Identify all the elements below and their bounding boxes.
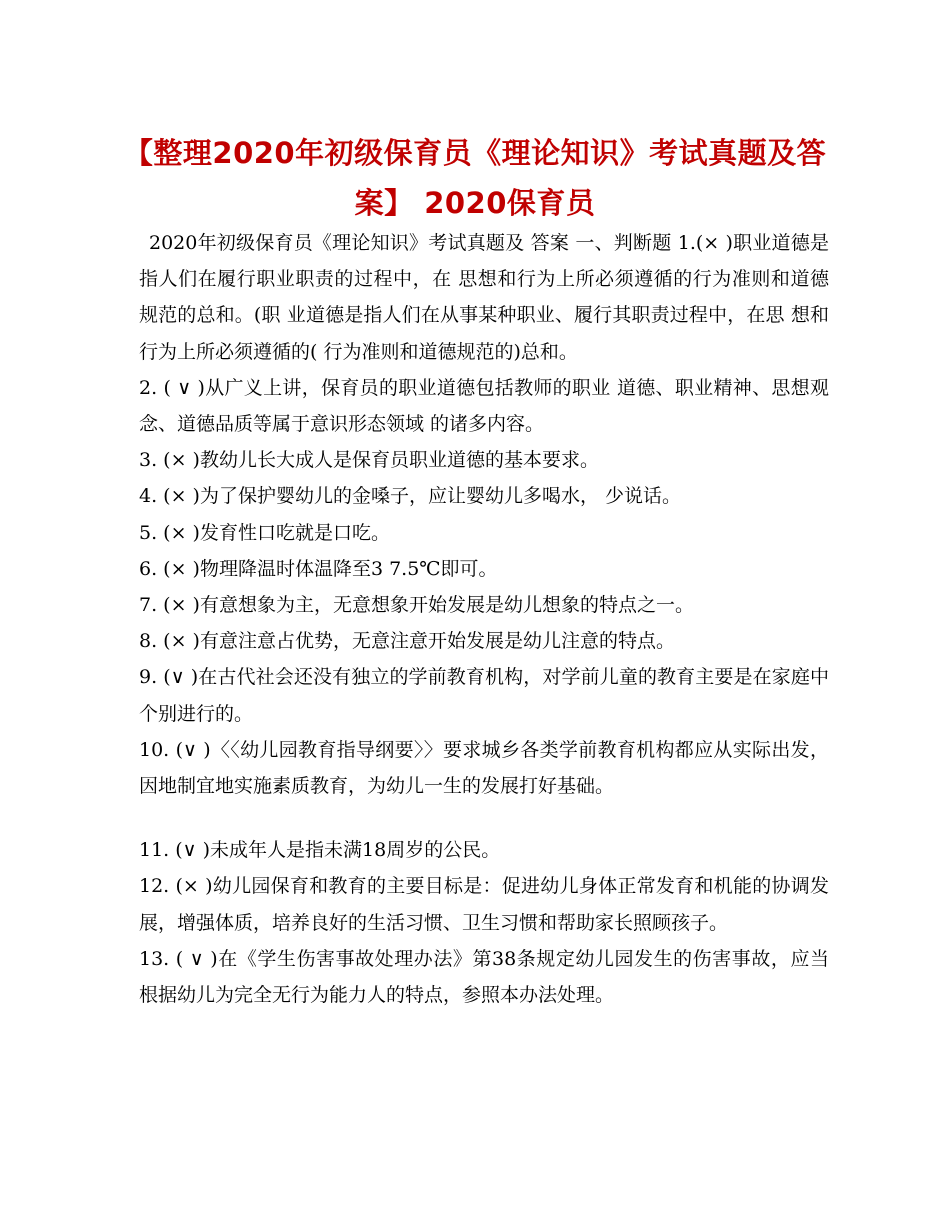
paragraph-item-6: 6. (× )物理降温时体温降至3 7.5℃即可。 bbox=[139, 557, 498, 580]
document-body bbox=[139, 225, 829, 1013]
document-title: 【整理2020年初级保育员《理论知识》考试真题及答案】 2020保育员 bbox=[123, 136, 827, 220]
paragraph-item-11: 11. (∨ )未成年人是指未满18周岁的公民。 bbox=[139, 839, 501, 862]
paragraph-intro: 2020年初级保育员《理论知识》考试真题及 答案 一、判断题 1.(× )职业道德是指人们在履行职业职责的过程中，在 思想和行为上所必须遵循的行为准则和道德规范的总和。(职 业道德是指人们在从事某种职业、履行其职责过程中，在思 想和行为上所必须遵循的( 行为准则和道德规范的)总和。 bbox=[139, 232, 829, 363]
paragraph-item-7: 7. (× )有意想象为主，无意想象开始发展是幼儿想象的特点之一。 bbox=[139, 594, 694, 617]
paragraph-item-9: 9. (∨ )在古代社会还没有独立的学前教育机构，对学前儿童的教育主要是在家庭中个别进行的。 bbox=[139, 666, 829, 725]
paragraph-spacer bbox=[139, 804, 829, 832]
paragraph-item-8: 8. (× )有意注意占优势，无意注意开始发展是幼儿注意的特点。 bbox=[139, 630, 675, 653]
paragraph-item-2: 2. ( ∨ )从广义上讲，保育员的职业道德包括教师的职业 道德、职业精神、思想观念、道德品质等属于意识形态领域 的诸多内容。 bbox=[139, 376, 829, 436]
paragraph-item-12: 12. (× )幼儿园保育和教育的主要目标是：促进幼儿身体正常发育和机能的协调发展，增强体质，培养良好的生活习惯、卫生习惯和帮助家长照顾孩子。 bbox=[139, 875, 829, 934]
paragraph-item-13: 13. ( ∨ )在《学生伤害事故处理办法》第38条规定幼儿园发生的伤害事故，应当根据幼儿为完全无行为能力人的特点，参照本办法处理。 bbox=[139, 947, 829, 1007]
paragraph-item-4: 4. (× )为了保护婴幼儿的金嗓子，应让婴幼儿多喝水， 少说话。 bbox=[139, 485, 681, 508]
paragraph-item-10: 10. (∨ )〈〈幼儿园教育指导纲要〉〉要求城乡各类学前教育机构都应从实际出发，因地制宜地实施素质教育，为幼儿一生的发展打好基础。 bbox=[139, 738, 829, 798]
paragraph-item-3: 3. (× )教幼儿长大成人是保育员职业道德的基本要求。 bbox=[139, 449, 599, 472]
paragraph-item-5: 5. (× )发育性口吃就是口吃。 bbox=[139, 521, 390, 544]
